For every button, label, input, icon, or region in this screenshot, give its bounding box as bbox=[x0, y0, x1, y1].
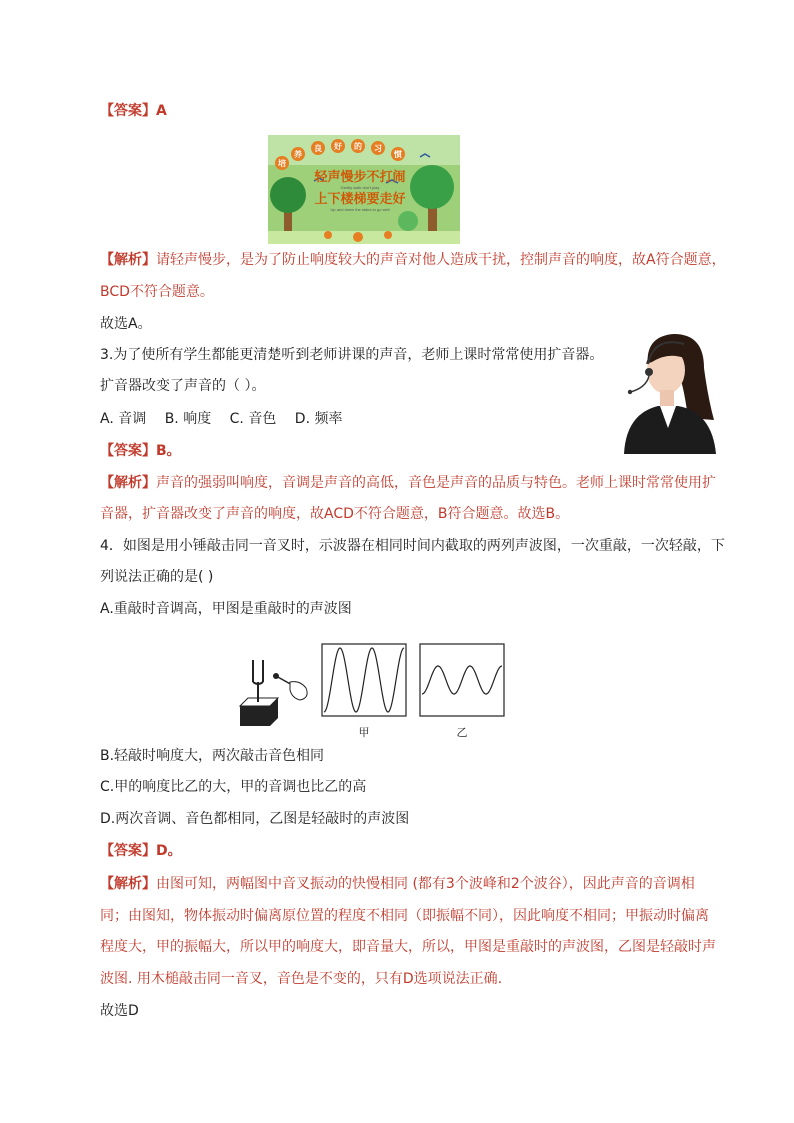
answer-tag: 【答案】 bbox=[100, 103, 156, 119]
poster-title-char: 良 bbox=[314, 144, 322, 153]
poster-title-char: 惯 bbox=[394, 150, 402, 159]
tuning-fork-icon bbox=[240, 660, 278, 726]
analysis-3-line-1 bbox=[100, 472, 716, 494]
question-3-line-2: 扩音器改变了声音的（ ）。 bbox=[100, 378, 266, 394]
figure-label-yi: 乙 bbox=[456, 727, 468, 739]
answer-value: A bbox=[156, 103, 167, 119]
analysis-tag: 【解析】 bbox=[100, 876, 156, 892]
analysis-text: 请轻声慢步，是为了防止响度较大的声音对他人造成干扰，控制声音的响度，故A符合题意， bbox=[156, 252, 726, 268]
teacher-with-headset-image bbox=[618, 328, 718, 454]
answer-value: B。 bbox=[156, 443, 181, 459]
analysis-3-line-2: 音器，扩音器改变了声音的响度，故ACD不符合题意，B符合题意。故选B。 bbox=[100, 506, 570, 522]
answer-tag: 【答案】 bbox=[100, 443, 156, 459]
poster-title-char: 养 bbox=[294, 150, 302, 159]
question-4-line-2: 列说法正确的是( ) bbox=[100, 569, 214, 585]
analysis-text: 声音的强弱叫响度，音调是声音的高低，音色是声音的品质与特色。老师上课时常常使用扩 bbox=[156, 475, 716, 491]
hammer-icon bbox=[273, 673, 307, 700]
poster-title-char: 培 bbox=[278, 159, 286, 168]
question-4-option-d: D.两次音调、音色都相同，乙图是轻敲时的声波图 bbox=[100, 811, 410, 827]
analysis-tag: 【解析】 bbox=[100, 475, 156, 491]
poster-slogan-2: 上下楼梯要走好 bbox=[314, 191, 406, 206]
poster-slogan-1: 轻声慢步不打闹 bbox=[314, 169, 406, 184]
option-a: A. 音调 bbox=[100, 411, 147, 427]
question-4-option-b: B.轻敲时响度大，两次敲击音色相同 bbox=[100, 748, 325, 764]
poster-slogan-2-en: Up and down the stairs to go well bbox=[330, 207, 390, 212]
poster-slogan-1-en: Gently walk don't play bbox=[340, 185, 380, 190]
analysis-4-line-3: 程度大，甲的振幅大，所以甲的响度大，即音量大，所以，甲图是重敲时的声波图，乙图是轻敲时声 bbox=[100, 939, 716, 955]
poster-title-char: 的 bbox=[354, 142, 362, 151]
figure-label-jia: 甲 bbox=[358, 727, 370, 739]
analysis-1-line-2: BCD不符合题意。 bbox=[100, 284, 214, 300]
analysis-tag: 【解析】 bbox=[100, 252, 156, 268]
analysis-1-line-1 bbox=[100, 249, 726, 271]
analysis-4-line-2: 同；由图知，物体振动时偏离原位置的程度不相同（即振幅不同），因此响度不相同；甲振动时偏离 bbox=[100, 908, 709, 924]
answer-4 bbox=[100, 840, 182, 862]
answer-3 bbox=[100, 440, 181, 462]
quiet-walking-poster-image bbox=[268, 135, 460, 244]
question-3-options bbox=[100, 408, 356, 430]
analysis-4-line-4: 波图. 用木槌敲击同一音叉，音色是不变的，只有D选项说法正确. bbox=[100, 971, 503, 987]
choose-4: 故选D bbox=[100, 1003, 139, 1019]
question-3-line-1: 3.为了使所有学生都能更清楚听到老师讲课的声音，老师上课时常常使用扩音器。 bbox=[100, 347, 604, 363]
option-b: B. 响度 bbox=[164, 411, 212, 427]
question-4-line-1: 4．如图是用小锤敲击同一音叉时，示波器在相同时间内截取的两列声波图，一次重敲，一次轻敲，下 bbox=[100, 538, 725, 554]
question-4-option-a: A.重敲时音调高，甲图是重敲时的声波图 bbox=[100, 601, 352, 617]
analysis-text: 由图可知，两幅图中音叉振动的快慢相同 (都有3个波峰和2个波谷），因此声音的音调相 bbox=[156, 876, 695, 892]
poster-title-char: 习 bbox=[374, 144, 382, 153]
choose-1: 故选A。 bbox=[100, 316, 152, 332]
tuning-fork-waveform-figure bbox=[238, 642, 510, 742]
question-4-option-c: C.甲的响度比乙的大，甲的音调也比乙的高 bbox=[100, 779, 367, 795]
poster-title-char: 好 bbox=[334, 142, 342, 151]
option-d: D. 频率 bbox=[294, 411, 343, 427]
answer-1 bbox=[100, 100, 167, 122]
answer-value: D。 bbox=[156, 843, 182, 859]
option-c: C. 音色 bbox=[229, 411, 277, 427]
analysis-4-line-1 bbox=[100, 873, 695, 895]
answer-tag: 【答案】 bbox=[100, 843, 156, 859]
